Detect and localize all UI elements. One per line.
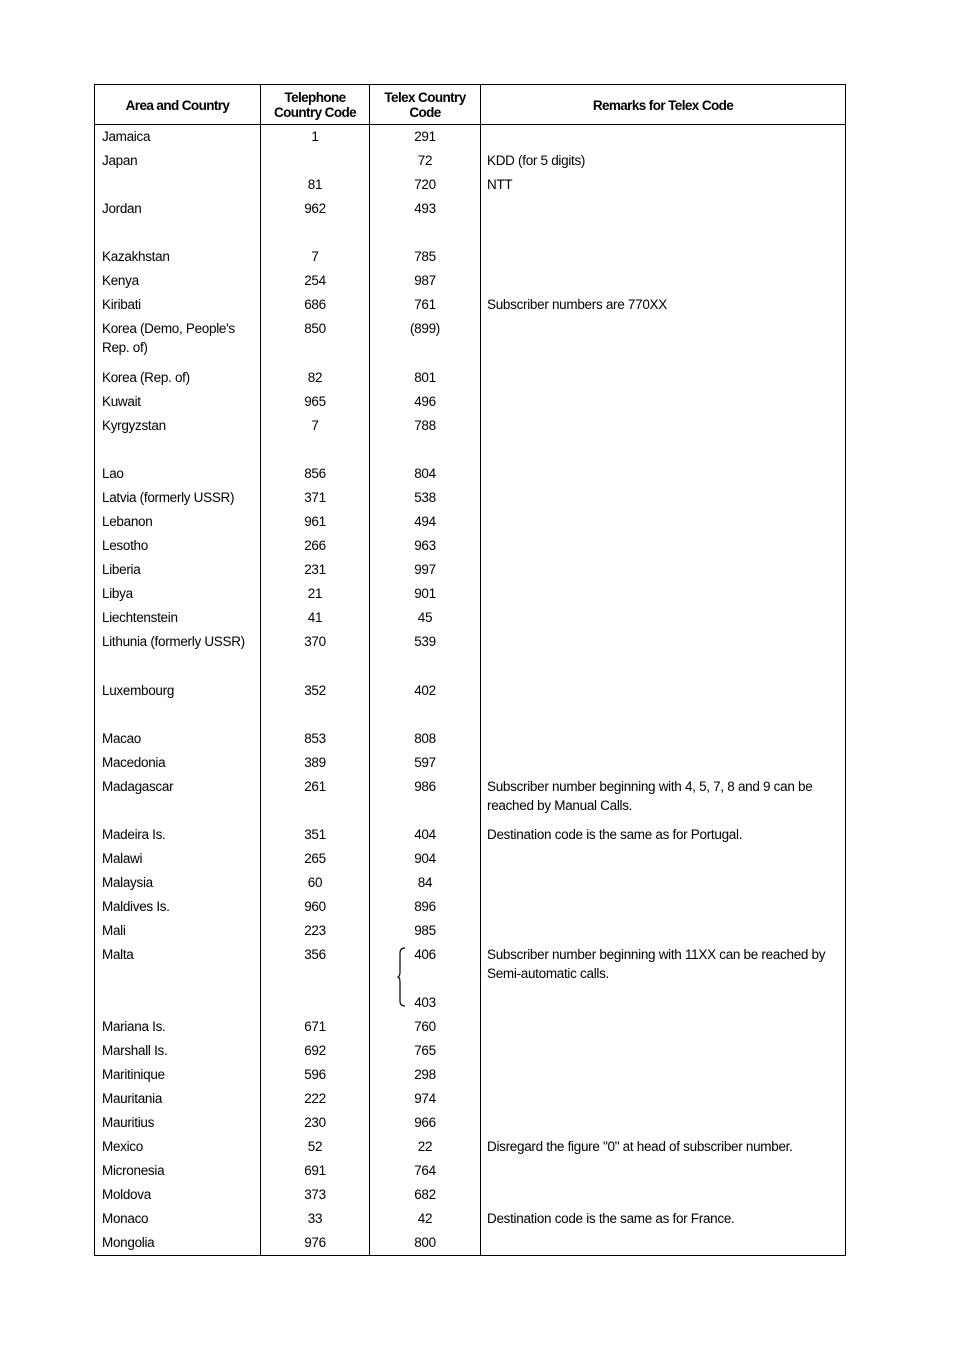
telex-code-cell: 761 [414,297,436,312]
telephone-code-cell: 265 [304,851,326,866]
telex-code-cell: 84 [417,875,433,890]
telex-code-cell: 966 [414,1115,436,1130]
country-cell: Macedonia [102,755,166,770]
telephone-code-cell: 266 [304,538,326,553]
telephone-code-cell: 356 [304,947,326,962]
telephone-code-cell: 41 [307,610,323,625]
country-cell: Kiribati [102,297,141,312]
remarks-cell: Disregard the figure "0" at head of subscriber number. [487,1139,793,1154]
country-cell: Mariana Is. [102,1019,166,1034]
telephone-code-cell: 60 [307,875,323,890]
header-remarks-for-telex-code: Remarks for Telex Code [592,97,734,113]
telephone-code-cell: 965 [304,394,326,409]
country-cell: Malawi [102,851,143,866]
country-cell: Maritinique [102,1067,165,1082]
telex-code-cell: 298 [414,1067,436,1082]
telephone-code-cell: 961 [304,514,326,529]
country-cell: Lithunia (formerly USSR) [102,634,245,649]
telex-code-cell: 963 [414,538,436,553]
remarks-cell: Subscriber number beginning with 11XX can be reached by Semi-automatic calls. [487,947,826,981]
telephone-code-cell: 7 [311,249,319,264]
telephone-code-cell: 223 [304,923,326,938]
country-cell: Mongolia [102,1235,155,1250]
telex-code-cell: 291 [414,129,436,144]
remarks-cell: Subscriber numbers are 770XX [487,297,667,312]
telex-code-cell: 896 [414,899,436,914]
telephone-code-cell: 1 [311,129,319,144]
telephone-code-cell: 81 [307,177,323,192]
telex-code-cell: 682 [414,1187,436,1202]
country-cell: Lebanon [102,514,153,529]
country-cell: Latvia (formerly USSR) [102,490,235,505]
telex-code-cell: 493 [414,201,436,216]
telex-code-cell: 402 [414,683,436,698]
telex-code-cell: 22 [417,1139,433,1154]
country-cell: Kazakhstan [102,249,170,264]
telephone-code-cell: 692 [304,1043,326,1058]
country-cell: Malta [102,947,134,962]
telephone-code-cell: 231 [304,562,326,577]
country-cell: Korea (Demo, People's Rep. of) [102,321,235,355]
telephone-code-cell: 686 [304,297,326,312]
telex-code-table [94,84,846,1256]
country-cell: Jordan [102,201,142,216]
country-cell: Japan [102,153,138,168]
telephone-code-cell: 261 [304,779,326,794]
telephone-code-cell: 254 [304,273,326,288]
country-cell: Libya [102,586,133,601]
telephone-code-cell: 82 [307,370,323,385]
telex-code-cell: 986 [414,779,436,794]
telex-code-cell: 406 [414,947,436,962]
telephone-code-cell: 230 [304,1115,326,1130]
remarks-cell: NTT [487,177,513,192]
telephone-code-cell: 21 [307,586,323,601]
telex-code-cell: 404 [414,827,436,842]
telex-code-cell: 788 [414,418,436,433]
country-cell: Korea (Rep. of) [102,370,190,385]
country-cell: Maldives Is. [102,899,170,914]
telex-code-cell: 997 [414,562,436,577]
country-cell: Monaco [102,1211,149,1226]
header-telephone-country-code: Telephone Country Code [273,90,357,120]
telex-code-cell: 494 [414,514,436,529]
country-cell: Madagascar [102,779,174,794]
telephone-code-cell: 960 [304,899,326,914]
country-cell: Kuwait [102,394,141,409]
telex-code-cell: 45 [417,610,433,625]
telephone-code-cell: 33 [307,1211,323,1226]
telex-code-cell: 42 [417,1211,433,1226]
telex-code-cell: 539 [414,634,436,649]
telex-code-cell: 801 [414,370,436,385]
telephone-code-cell: 352 [304,683,326,698]
country-cell: Mauritania [102,1091,163,1106]
telex-code-cell: 985 [414,923,436,938]
telex-code-cell: 785 [414,249,436,264]
telex-code-cell: 808 [414,731,436,746]
country-cell: Malaysia [102,875,153,890]
telephone-code-cell: 962 [304,201,326,216]
telex-code-cell: 496 [414,394,436,409]
telex-code-cell: 760 [414,1019,436,1034]
malta-brace [397,947,406,1007]
header-area-and-country: Area and Country [125,97,230,113]
telex-code-cell: 597 [414,755,436,770]
telephone-code-cell: 370 [304,634,326,649]
country-cell: Liberia [102,562,141,577]
telex-code-cell: 904 [414,851,436,866]
remarks-cell: Destination code is the same as for Portugal. [487,827,743,842]
country-cell: Macao [102,731,142,746]
telephone-code-cell: 7 [311,418,319,433]
telephone-code-cell: 853 [304,731,326,746]
remarks-cell: KDD (for 5 digits) [487,153,586,168]
telephone-code-cell: 850 [304,321,326,336]
telex-code-cell: 974 [414,1091,436,1106]
telephone-code-cell: 856 [304,466,326,481]
telex-code-cell: 800 [414,1235,436,1250]
telephone-code-cell: 371 [304,490,326,505]
country-cell: Mexico [102,1139,143,1154]
country-cell: Lesotho [102,538,148,553]
country-cell: Madeira Is. [102,827,166,842]
country-cell: Marshall Is. [102,1043,168,1058]
telex-code-cell: 987 [414,273,436,288]
telex-code-cell: 403 [414,995,436,1010]
telephone-code-cell: 222 [304,1091,326,1106]
telex-code-cell: 72 [417,153,433,168]
telex-code-cell: 538 [414,490,436,505]
country-cell: Mauritius [102,1115,155,1130]
telephone-code-cell: 596 [304,1067,326,1082]
telephone-code-cell: 691 [304,1163,326,1178]
telex-code-cell: 901 [414,586,436,601]
country-cell: Kyrgyzstan [102,418,166,433]
telex-code-cell: (899) [409,321,440,336]
telephone-code-cell: 373 [304,1187,326,1202]
remarks-cell: Subscriber number beginning with 4, 5, 7, 8 and 9 can be reached by Manual Calls. [487,779,813,813]
telephone-code-cell: 671 [304,1019,326,1034]
header-telex-country-code: Telex Country Code [384,90,466,120]
telex-code-cell: 764 [414,1163,436,1178]
country-cell: Kenya [102,273,139,288]
country-cell: Liechtenstein [102,610,178,625]
country-cell: Mali [102,923,126,938]
telex-code-cell: 765 [414,1043,436,1058]
country-cell: Luxembourg [102,683,175,698]
telephone-code-cell: 52 [307,1139,323,1154]
country-cell: Micronesia [102,1163,165,1178]
remarks-cell: Destination code is the same as for France. [487,1211,735,1226]
telex-code-cell: 804 [414,466,436,481]
telex-code-cell: 720 [414,177,436,192]
telephone-code-cell: 351 [304,827,326,842]
country-cell: Lao [102,466,124,481]
telephone-code-cell: 976 [304,1235,326,1250]
column-divider [480,85,481,1255]
telephone-code-cell: 389 [304,755,326,770]
country-cell: Moldova [102,1187,151,1202]
country-cell: Jamaica [102,129,151,144]
